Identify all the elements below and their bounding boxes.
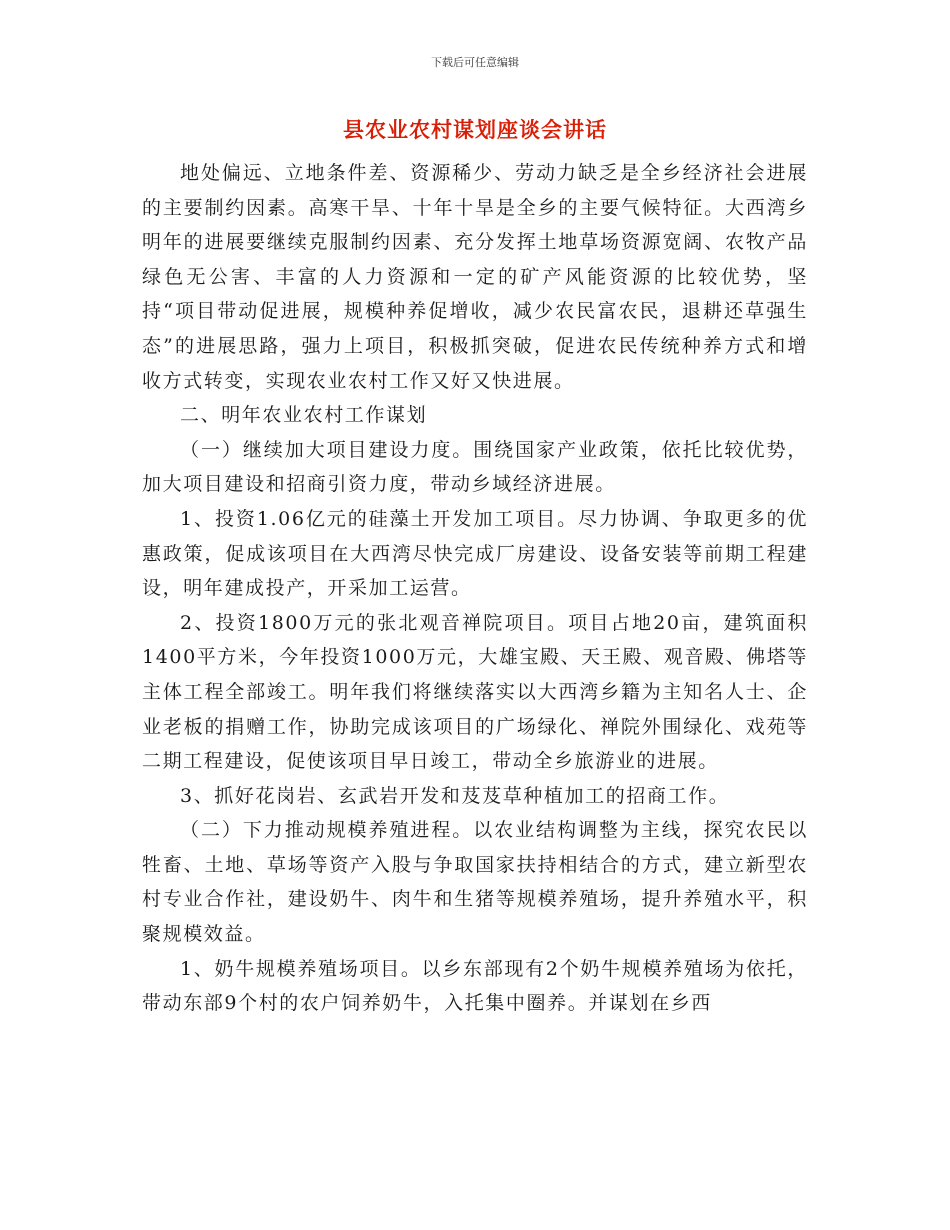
paragraph-item-temple: 2、投资1800万元的张北观音禅院项目。项目占地20亩，建筑面积1400平方米，今年投资1000万元，大雄宝殿、天王殿、观音殿、佛塔等主体工程全部竣工。明年我们将继续落实以大西湾乡籍为主知名人士、企业老板的捐赠工作，协助完成该项目的广场绿化、禅院外围绿化、戏苑等二期工程建设，促使该项目早日竣工，带动全乡旅游业的进展。 bbox=[142, 611, 808, 773]
document-title: 县农业农村谋划座谈会讲话 bbox=[343, 118, 607, 142]
subsection-heading-breeding: （二）下力推动规模养殖进程。以农业结构调整为主线，探究农民以牲畜、土地、草场等资产入股与争取国家扶持相结合的方式，建立新型农村专业合作社，建设奶牛、肉牛和生猪等规模养殖场，提升养殖水平，积聚规模效益。 bbox=[142, 819, 808, 946]
document-body bbox=[142, 156, 808, 1021]
header-note: 下载后可任意编辑 bbox=[431, 56, 519, 69]
paragraph-item-diatomite: 1、投资1.06亿元的硅藻土开发加工项目。尽力协调、争取更多的优惠政策，促成该项目在大西湾尽快完成厂房建设、设备安装等前期工程建设，明年建成投产，开采加工运营。 bbox=[142, 507, 808, 600]
paragraph-intro: 地处偏远、立地条件差、资源稀少、劳动力缺乏是全乡经济社会进展的主要制约因素。高寒干旱、十年十旱是全乡的主要气候特征。大西湾乡明年的进展要继续克服制约因素、充分发挥土地草场资源宽阔、农牧产品绿色无公害、丰富的人力资源和一定的矿产风能资源的比较优势，坚持“项目带动促进展，规模种养促增收，减少农民富农民，退耕还草强生态”的进展思路，强力上项目，积极抓突破，促进农民传统种养方式和增收方式转变，实现农业农村工作又好又快进展。 bbox=[142, 162, 808, 392]
section-heading-plan: 二、明年农业农村工作谋划 bbox=[180, 404, 428, 427]
paragraph-item-granite: 3、抓好花岗岩、玄武岩开发和芨芨草种植加工的招商工作。 bbox=[180, 784, 730, 807]
paragraph-item-dairy: 1、奶牛规模养殖场项目。以乡东部现有2个奶牛规模养殖场为依托，带动东部9个村的农户饲养奶牛，入托集中圈养。并谋划在乡西 bbox=[142, 957, 808, 1015]
subsection-heading-projects: （一）继续加大项目建设力度。围绕国家产业政策，依托比较优势，加大项目建设和招商引资力度，带动乡域经济进展。 bbox=[142, 438, 808, 496]
